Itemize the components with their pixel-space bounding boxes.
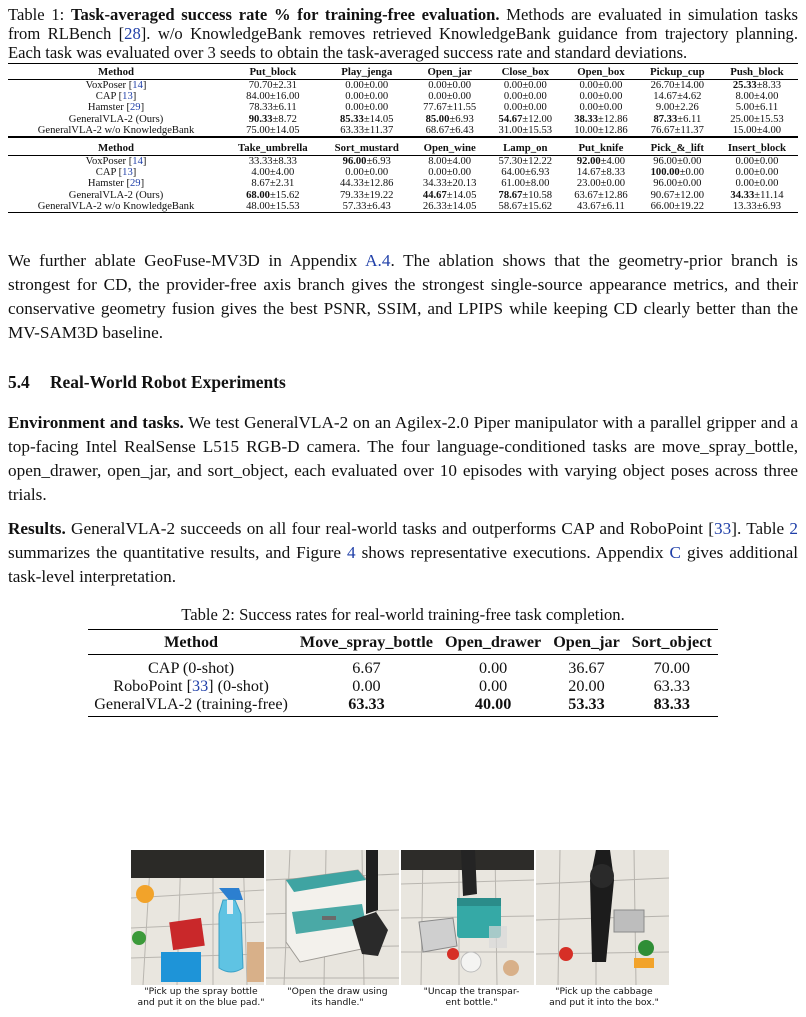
figure-panel-jar [401,850,534,985]
best-value: 44.67 [422,189,447,201]
figure-caption-3 [404,986,539,1008]
citation-link[interactable]: 29 [130,178,141,190]
value-text: ±6.11 [677,113,702,125]
value-text: 53.33 [568,695,605,714]
value-text: 0.00±0.00 [345,91,389,103]
value-text: 43.67±6.11 [577,200,625,212]
caption-line: "Pick up the cabbage [555,986,653,997]
paragraph-lead: Results. [8,519,66,539]
value-cell [224,178,322,189]
value-text: 0.00±0.00 [503,80,547,91]
value-cell [224,201,322,213]
value-text: 64.00±6.93 [501,167,550,179]
value-cell [487,190,563,201]
value-cell [716,91,798,102]
value-text: 0.00±0.00 [735,178,779,190]
value-cell [563,201,639,213]
best-value: 78.67 [498,189,523,201]
best-value: 92.00 [576,156,601,168]
paragraph-text: . The ablation shows that the geometry-prior branch is strongest for CD, the provider-free axis branch gives the strongest single-source appearance metrics, and their conservative geometry fusion gives the best PSNR, SSIM, and LPIPS while keeping CD clearly better than the MV-SAM3D baseline. [8,251,798,343]
value-cell [563,156,639,168]
value-cell [563,80,639,92]
figure-4 [131,850,669,985]
value-text: ±12.86 [598,113,628,125]
value-cell [439,695,547,713]
best-value: 25.33 [732,80,757,91]
value-cell [294,677,439,695]
table-row [88,695,718,713]
value-text: ±12.00 [522,113,553,125]
value-text: ±8.72 [272,113,297,125]
value-text: 15.00±4.00 [732,124,782,136]
table2 [88,629,718,717]
value-cell [547,677,626,695]
caption-line: and put it on the blue pad." [137,997,265,1008]
best-value: 68.00 [246,189,270,201]
value-text: 0.00±0.00 [503,102,547,114]
paragraph-text: gives additional task-level interpretation. [8,543,799,587]
value-text: 25.00±15.53 [730,113,784,125]
value-text: 61.00±8.00 [501,178,550,190]
value-text: 26.70±14.00 [650,80,705,91]
caption-line: ent bottle." [445,997,498,1008]
method-name: RoboPoint [ [113,677,192,696]
method-cell [8,114,224,125]
value-text: 9.00±2.26 [655,102,699,114]
best-value: 34.33 [730,189,755,201]
method-cell: Hamster [29] [87,178,145,190]
best-value: 54.67 [498,113,523,125]
value-text: 5.00±6.11 [735,102,779,114]
table1 [8,63,798,213]
value-cell [487,167,563,178]
value-cell [639,114,716,125]
value-text: 57.30±12.22 [498,156,553,168]
best-value: 87.33 [653,113,678,125]
paragraph-lead: Environment and tasks. [8,413,184,433]
column-header-task: Pickup_cup [639,64,716,80]
column-header-method: Method [8,64,224,80]
citation-link[interactable]: 14 [132,156,143,168]
figure-caption-1 [131,986,271,1008]
table1-caption-text: Methods are evaluated in simulation tasks from RLBench [ [8,5,798,43]
method-name: CAP [95,91,116,103]
value-cell [224,156,322,168]
value-text: 63.33 [348,695,385,714]
value-text: 0.00±0.00 [428,80,472,91]
citation-link[interactable]: 33 [714,519,732,539]
column-header: Open_drawer [439,630,547,655]
value-cell [626,695,718,713]
table1-header-row [8,140,798,156]
column-header-task: Sort_mustard [322,140,412,156]
table-row [8,91,798,102]
value-text: ±14.05 [446,189,477,201]
value-cell [563,125,639,137]
value-text: 10.00±12.86 [574,124,628,136]
value-cell [716,201,798,213]
value-text: 68.67±6.43 [425,124,474,136]
paragraph-text: shows representative executions. Appendix [355,543,670,563]
column-header-task: Close_box [487,64,563,80]
table1-caption [8,5,798,62]
paragraph-text: We test GeneralVLA-2 on an Agilex-2.0 Piper manipulator with a parallel gripper and a top-facing Intel RealSense L515 RGB-D camera. The four language-conditioned tasks are move_spray_bottle, open_drawer, open_jar, and sort_object, each evaluated over 10 episodes with varying object poses across three trials. [8,413,798,505]
column-header-task: Lamp_on [487,140,563,156]
value-cell [487,178,563,189]
table-row [8,178,798,189]
value-cell [626,677,718,695]
value-cell [412,167,488,178]
method-cell: CAP [13] [95,91,137,103]
value-text: 0.00 [478,677,508,696]
value-text: 0.00 [352,677,381,696]
method-cell [8,190,224,201]
section-title: Real-World Robot Experiments [50,372,286,393]
table2-header-row [88,630,718,655]
value-text: 8.00±4.00 [735,91,779,103]
caption-line: its handle." [311,997,364,1008]
value-text: 0.00±0.00 [579,102,623,114]
value-text: 76.67±11.37 [650,124,704,136]
column-header: Sort_object [626,630,718,655]
results-paragraph [8,517,798,589]
value-text: 66.00±19.22 [650,200,705,212]
value-text: 63.67±12.86 [574,189,628,201]
method-cell [88,695,294,713]
column-header-task: Insert_block [716,140,798,156]
best-value: 90.33 [248,113,273,125]
value-cell [626,659,718,677]
value-cell [224,167,322,178]
value-text: ±15.62 [269,189,300,201]
citation-link[interactable]: 14 [132,80,143,91]
method-cell: Hamster [29] [87,102,145,114]
citation-link[interactable]: 29 [130,102,141,114]
value-cell [322,114,412,125]
value-cell [224,80,322,92]
value-text: 20.00 [568,677,605,696]
value-cell [487,156,563,168]
value-cell [322,156,412,168]
value-cell [487,201,563,213]
method-cell [8,125,224,137]
column-header-task: Push_block [716,64,798,80]
table2-caption: Table 2: Success rates for real-world training-free task completion. [181,605,625,625]
value-text: 0.00 [478,659,508,678]
value-cell [547,695,626,713]
column-header-task: Pick_&_lift [639,140,716,156]
citation-link[interactable]: 13 [122,91,133,103]
value-cell [487,80,563,92]
value-cell [487,91,563,102]
method-cell: VoxPoser [14] [85,156,147,168]
section-number: 5.4 [8,372,30,393]
table-row [8,80,798,92]
value-text: 14.67±4.62 [653,91,702,103]
value-text: 44.33±12.86 [339,178,394,190]
value-cell [563,190,639,201]
value-text: 8.67±2.31 [251,178,295,190]
caption-line: "Uncap the transpar- [423,986,520,997]
table-link[interactable]: 2 [789,519,798,539]
value-text: ±6.93 [366,156,391,168]
value-cell [716,80,798,92]
value-cell [487,114,563,125]
value-text: 40.00 [474,695,512,714]
value-cell [563,114,639,125]
table-row [8,201,798,213]
method-name: GeneralVLA-2 w/o KnowledgeBank [37,124,195,136]
ablation-paragraph [8,249,798,345]
caption-line: and put it into the box." [549,997,659,1008]
value-text: 0.00±0.00 [579,91,623,103]
environment-paragraph [8,411,798,507]
value-cell [322,125,412,137]
value-cell [412,190,488,201]
best-value: 96.00 [342,156,367,168]
value-text: 75.00±14.05 [246,124,300,136]
value-text: 0.00±0.00 [428,167,472,179]
table-row [8,125,798,137]
value-cell [639,102,716,113]
value-text: ±11.14 [754,189,784,201]
value-text: 58.67±15.62 [498,200,553,212]
value-cell [716,178,798,189]
value-text: 4.00±4.00 [251,167,295,179]
best-value: 85.33 [339,113,364,125]
value-cell [322,167,412,178]
method-name: CAP (0-shot) [147,659,235,678]
value-cell [716,125,798,137]
figure-link[interactable]: 4 [347,543,356,563]
table-row [8,114,798,125]
value-cell [716,114,798,125]
value-cell [563,102,639,113]
method-suffix: ] (0-shot) [208,677,269,696]
value-cell [412,201,488,213]
value-cell [563,91,639,102]
citation-link[interactable]: 28 [124,24,141,43]
column-header-task: Put_knife [563,140,639,156]
value-text: 78.33±6.11 [248,102,297,114]
citation-link[interactable]: 13 [122,167,133,179]
value-cell [412,178,488,189]
value-text: 6.67 [352,659,381,678]
table-row [8,167,798,178]
method-name: Hamster [87,102,124,114]
value-cell [639,178,716,189]
value-cell [294,695,439,713]
table-row [8,102,798,113]
paragraph-text: We further ablate GeoFuse-MV3D in Appendix [8,251,366,271]
value-text: ±0.00 [679,167,705,179]
best-value: 100.00 [650,167,680,179]
value-text: ±10.58 [522,189,553,201]
table1-header-row [8,64,798,80]
value-cell [639,80,716,92]
value-text: 48.00±15.53 [246,200,300,212]
value-cell [563,178,639,189]
paragraph-text: summarizes the quantitative results, and Figure [8,543,348,563]
value-cell [439,677,547,695]
appendix-link[interactable]: A.4 [365,251,391,271]
value-cell [716,190,798,201]
value-text: 8.00±4.00 [428,156,472,168]
value-text: 0.00±0.00 [345,80,389,91]
value-text: 23.00±0.00 [576,178,626,190]
method-cell [88,677,294,695]
value-cell [563,167,639,178]
figure-panel-drawer [266,850,399,985]
value-text: ±14.05 [363,113,394,125]
value-cell [412,156,488,168]
table1-caption-text: ]. w/o KnowledgeBank removes retrieved KnowledgeBank guidance from trajectory planning. Each task was evaluated over 3 seeds to obtain the task-averaged success rate and standard deviations. [8,24,798,62]
value-cell [322,178,412,189]
value-cell [716,167,798,178]
value-cell [322,80,412,92]
method-cell: VoxPoser [14] [85,80,147,91]
value-text: ±6.93 [449,113,474,125]
column-header: Method [88,630,294,655]
value-cell [412,91,488,102]
value-cell [487,125,563,137]
value-cell [294,659,439,677]
value-text: 57.33±6.43 [342,200,391,212]
value-text: 0.00±0.00 [735,156,779,168]
method-name: VoxPoser [85,156,127,168]
value-text: 84.00±16.00 [246,91,300,103]
value-cell [224,102,322,113]
figure-caption-2 [270,986,405,1008]
value-text: 96.00±0.00 [653,178,702,190]
method-cell [88,659,294,677]
value-cell [639,125,716,137]
column-header-task: Play_jenga [322,64,412,80]
method-name: GeneralVLA-2 (Ours) [68,189,164,201]
appendix-link[interactable]: C [669,543,682,563]
value-text: 34.33±20.13 [422,178,477,190]
value-cell [716,156,798,168]
figure-caption-4 [534,986,674,1008]
method-cell [8,201,224,213]
value-cell [439,659,547,677]
value-cell [412,80,488,92]
paragraph-text: GeneralVLA-2 succeeds on all four real-world tasks and outperforms CAP and RoboPoint [ [65,519,715,539]
value-cell [322,91,412,102]
table1-caption-bold: Task-averaged success rate % for training-free evaluation. [70,5,500,24]
value-cell [322,190,412,201]
figure-panel-spray-bottle [131,850,264,985]
method-name: GeneralVLA-2 w/o KnowledgeBank [37,200,195,212]
value-cell [639,156,716,168]
column-header-task: Open_wine [412,140,488,156]
value-text: ±4.00 [600,156,626,168]
value-text: 0.00±0.00 [428,91,472,103]
value-text: 83.33 [653,695,690,714]
method-name: VoxPoser [85,80,127,91]
figure-panel-cabbage [536,850,669,985]
table-row [8,156,798,168]
value-text: 0.00±0.00 [735,167,779,179]
value-text: 77.67±11.55 [423,102,477,114]
value-text: ±8.33 [756,80,782,91]
value-text: 13.33±6.93 [732,200,782,212]
table-row [88,659,718,677]
table-row [88,677,718,695]
value-text: 0.00±0.00 [345,102,389,114]
method-cell: CAP [13] [95,167,137,179]
column-header: Move_spray_bottle [294,630,439,655]
method-name: CAP [95,167,116,179]
value-cell [547,659,626,677]
value-cell [639,190,716,201]
best-value: 85.00 [425,113,450,125]
column-header: Open_jar [547,630,626,655]
value-text: 63.33±11.37 [340,124,394,136]
value-text: 70.70±2.31 [248,80,297,91]
section-heading [8,372,798,393]
value-text: 96.00±0.00 [653,156,702,168]
value-cell [412,102,488,113]
best-value: 38.33 [574,113,599,125]
column-header-task: Take_umbrella [224,140,322,156]
table-row [8,190,798,201]
value-cell [322,201,412,213]
method-name: GeneralVLA-2 (training-free) [94,695,288,714]
value-cell [639,201,716,213]
value-cell [224,114,322,125]
column-header-task: Open_jar [412,64,488,80]
value-cell [412,114,488,125]
value-text: 0.00±0.00 [345,167,389,179]
value-text: 0.00±0.00 [503,91,547,103]
table1-label: Table 1: [8,5,65,24]
value-text: 90.67±12.00 [650,189,705,201]
citation-link[interactable]: 33 [191,677,209,696]
caption-line: "Open the draw using [287,986,388,997]
value-text: 36.67 [568,659,605,678]
value-text: 14.67±8.33 [576,167,626,179]
value-cell [487,102,563,113]
method-name: Hamster [87,178,124,190]
value-cell [224,91,322,102]
value-cell [716,102,798,113]
method-name: GeneralVLA-2 (Ours) [68,113,164,125]
caption-line: "Pick up the spray bottle [144,986,258,997]
column-header-task: Put_block [224,64,322,80]
value-cell [224,125,322,137]
value-cell [412,125,488,137]
value-cell [639,91,716,102]
paragraph-text: ]. Table [731,519,790,539]
value-text: 0.00±0.00 [579,80,623,91]
value-text: 33.33±8.33 [248,156,297,168]
value-text: 26.33±14.05 [422,200,477,212]
value-text: 31.00±15.53 [498,124,553,136]
value-cell [224,190,322,201]
column-header-method: Method [8,140,224,156]
column-header-task: Open_box [563,64,639,80]
value-cell [322,102,412,113]
value-text: 70.00 [653,659,690,678]
value-text: 63.33 [653,677,690,696]
page [8,0,798,717]
value-text: 79.33±19.22 [339,189,394,201]
value-cell [639,167,716,178]
